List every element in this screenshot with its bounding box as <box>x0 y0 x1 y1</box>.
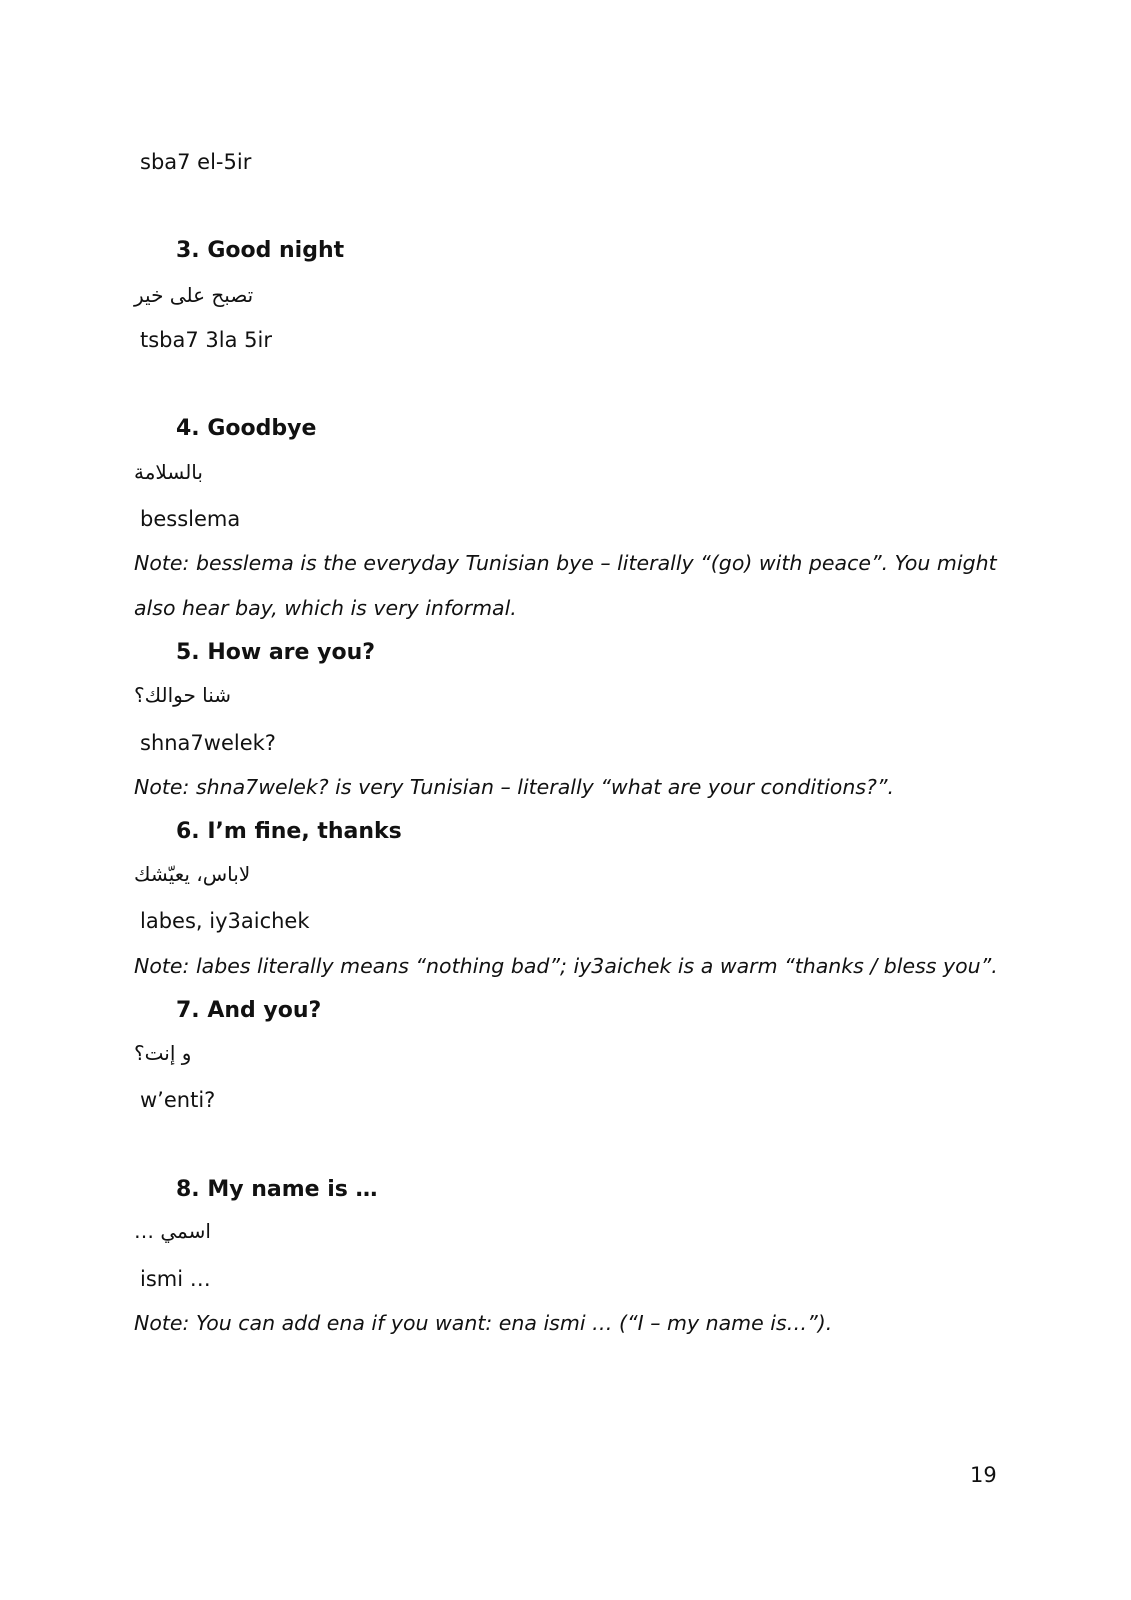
note-how-are-you: Note: shna7welek? is very Tunisian – literally “what are your conditions?”. <box>134 775 895 799</box>
transliteration-my-name-is: ismi … <box>140 1267 211 1291</box>
note-my-name-is: Note: You can add ena if you want: ena ismi … (“I – my name is…”). <box>134 1311 833 1335</box>
note-goodbye-line-1: Note: besslema is the everyday Tunisian bye – literally “(go) with peace”. You might <box>134 551 997 575</box>
transliteration-good-night: tsba7 3la 5ir <box>140 328 272 352</box>
transliteration-im-fine: labes, iy3aichek <box>140 909 310 933</box>
transliteration-goodbye: besslema <box>140 507 241 531</box>
section-heading-and-you: 7. And you? <box>176 998 322 1023</box>
arabic-phrase-good-night: تصبح على خير <box>134 283 254 307</box>
arabic-phrase-goodbye: بالسلامة <box>134 460 203 484</box>
section-heading-how-are-you: 5. How are you? <box>176 640 375 665</box>
section-heading-good-night: 3. Good night <box>176 238 345 263</box>
section-heading-goodbye: 4. Goodbye <box>176 416 317 441</box>
transliteration-and-you: w’enti? <box>140 1088 216 1112</box>
note-im-fine: Note: labes literally means “nothing bad”; iy3aichek is a warm “thanks / bless you”. <box>134 954 998 978</box>
page-number: 19 <box>970 1463 997 1487</box>
arabic-phrase-my-name-is: اسمي … <box>134 1219 211 1243</box>
section-heading-im-fine: 6. I’m fine, thanks <box>176 819 402 844</box>
intro-transliteration: sba7 el-5ir <box>140 150 252 174</box>
arabic-phrase-and-you: و إنت؟ <box>134 1041 192 1065</box>
arabic-phrase-im-fine: لاباس، يعيّشك <box>134 862 251 886</box>
transliteration-how-are-you: shna7welek? <box>140 731 276 755</box>
note-goodbye-line-2: also hear bay, which is very informal. <box>134 596 517 620</box>
section-heading-my-name-is: 8. My name is … <box>176 1177 378 1202</box>
arabic-phrase-how-are-you: شنا حوالك؟ <box>134 683 232 707</box>
